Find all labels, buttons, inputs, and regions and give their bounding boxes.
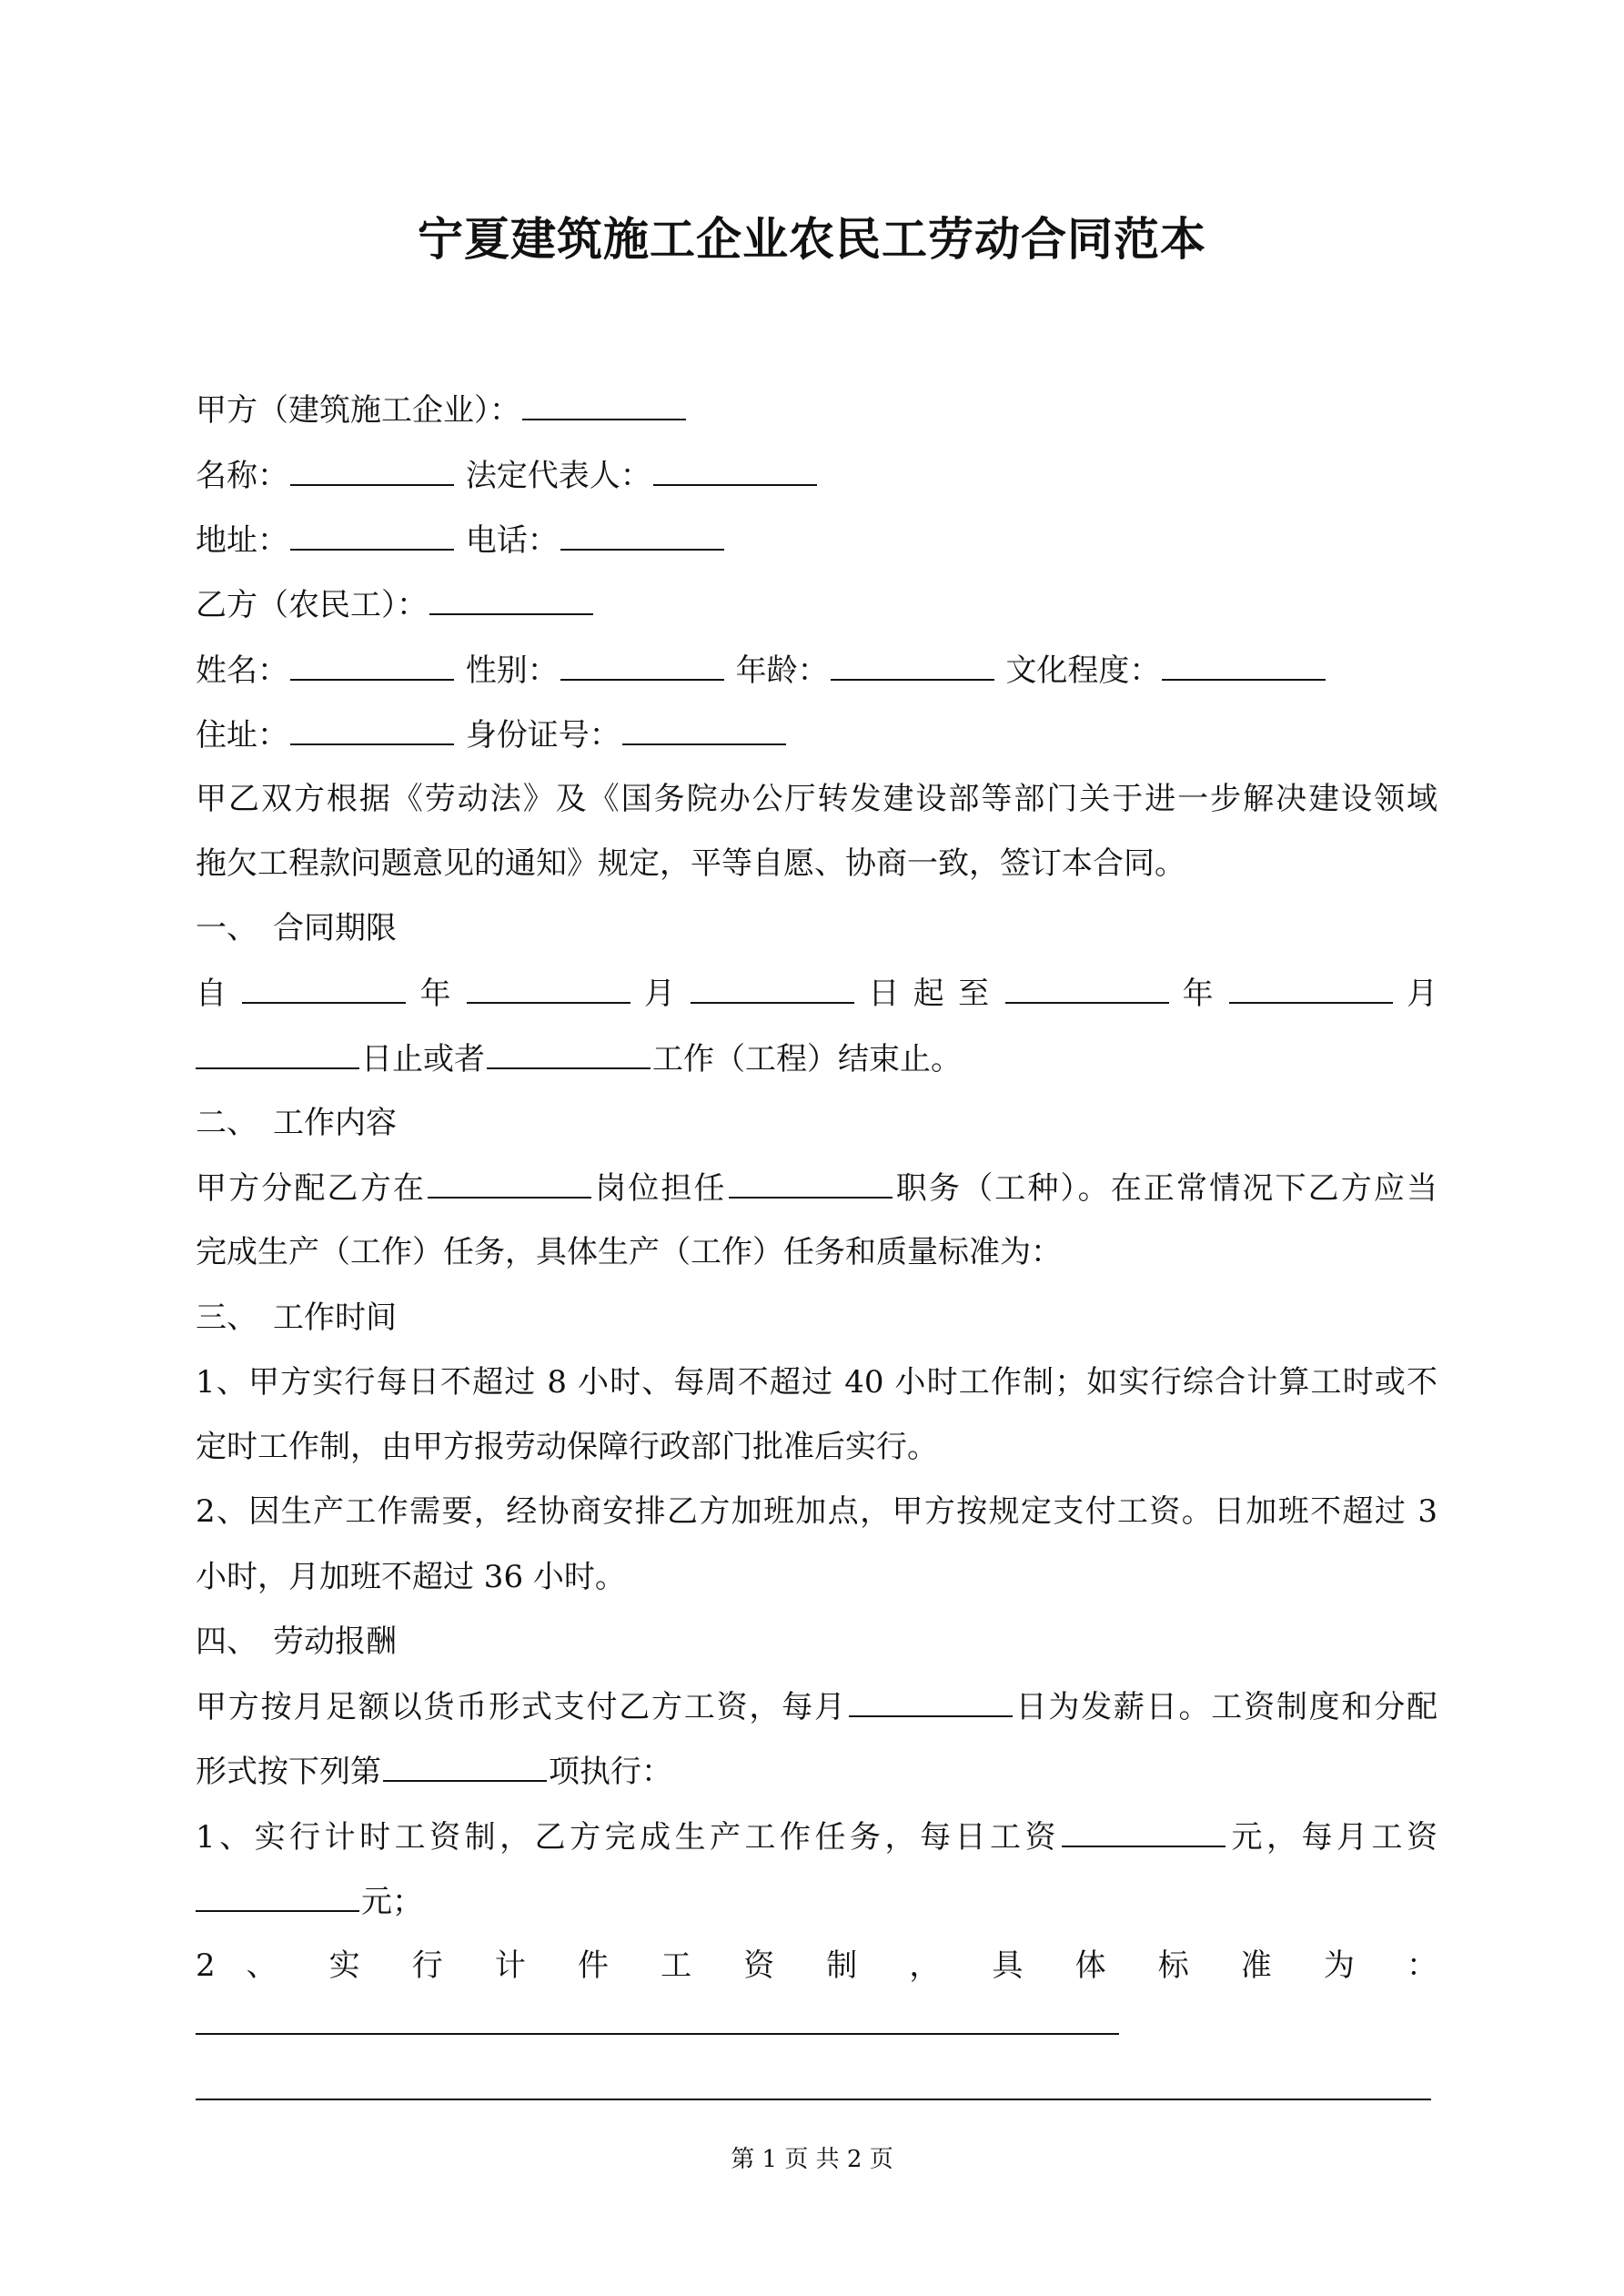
work-text-a: 甲方分配乙方在 — [196, 1170, 426, 1207]
term-end-year: 年 — [1182, 976, 1215, 1012]
age-blank — [831, 650, 994, 681]
pay-monthly-blank — [196, 1881, 359, 1912]
intro-line-2: 拖欠工程款问题意见的通知》规定，平等自愿、协商一致，签订本合同。 — [196, 845, 1185, 882]
term-year: 年 — [419, 976, 453, 1012]
section-2-title: 二、 工作内容 — [196, 1105, 397, 1141]
person-name-label: 姓名： — [196, 652, 288, 689]
id-label: 身份证号： — [465, 717, 620, 754]
term-from: 自 — [196, 976, 229, 1012]
work-text-c: 职务（工种）。在正常情况下乙方应当 — [893, 1170, 1438, 1207]
pay-daily-blank — [1062, 1816, 1226, 1847]
work-line-1 — [196, 1168, 1437, 1209]
address-label: 地址： — [196, 522, 288, 559]
name-line — [196, 455, 1437, 496]
term-line-2 — [196, 1038, 1437, 1079]
term-end-year-blank — [1005, 973, 1169, 1004]
section-1-title: 一、 合同期限 — [196, 910, 397, 946]
pay-option-blank — [383, 1751, 547, 1782]
document-title: 宁夏建筑施工企业农民工劳动合同范本 — [418, 212, 1206, 266]
pay-line-1 — [196, 1686, 1437, 1727]
pay-monthly-unit: 元； — [361, 1884, 423, 1920]
age-label: 年龄： — [735, 652, 829, 689]
fill-line-1 — [196, 2033, 1119, 2035]
pay-line-3 — [196, 1816, 1437, 1857]
name-label: 名称： — [196, 458, 288, 494]
pay-day-blank — [849, 1686, 1013, 1717]
education-label: 文化程度： — [1005, 652, 1161, 689]
section-3-title: 三、 工作时间 — [196, 1300, 397, 1336]
address-line — [196, 520, 1437, 561]
phone-label: 电话： — [465, 522, 559, 559]
term-end-day-blank — [196, 1038, 359, 1069]
phone-blank — [560, 520, 724, 551]
time-line-1b: 定时工作制，由甲方报劳动保障行政部门批准后实行。 — [196, 1429, 938, 1465]
term-project-blank — [487, 1038, 651, 1069]
term-end-or: 日止或者 — [361, 1041, 485, 1077]
residence-line — [196, 714, 1437, 755]
legal-rep-blank — [653, 455, 817, 486]
residence-blank — [290, 714, 454, 745]
pay-option-text-a: 形式按下列第 — [196, 1754, 381, 1790]
id-blank — [622, 714, 786, 745]
pay-line-4 — [196, 1881, 1437, 1922]
pay-line-2 — [196, 1751, 1437, 1792]
party-a-label: 甲方（建筑施工企业）： — [196, 392, 520, 429]
term-end-month-blank — [1229, 973, 1393, 1004]
fill-line-2 — [196, 2099, 1431, 2100]
gender-label: 性别： — [465, 652, 559, 689]
work-text-b: 岗位担任 — [592, 1170, 727, 1207]
party-b-label: 乙方（农民工）： — [196, 587, 428, 623]
time-line-2a: 2、因生产工作需要，经协商安排乙方加班加点，甲方按规定支付工资。日加班不超过 3 — [196, 1493, 1437, 1530]
intro-line-1: 甲乙双方根据《劳动法》及《国务院办公厅转发建设部等部门关于进一步解决建设领域 — [196, 781, 1437, 817]
party-a-line — [196, 389, 1437, 430]
pay-text-b: 日为发薪日。工资制度和分配 — [1014, 1689, 1438, 1725]
section-4-title: 四、 劳动报酬 — [196, 1623, 397, 1660]
term-month: 月 — [643, 976, 678, 1012]
legal-rep-label: 法定代表人： — [465, 458, 651, 494]
time-line-1a: 1、甲方实行每日不超过 8 小时、每周不超过 40 小时工作制；如实行综合计算工时或不 — [196, 1364, 1437, 1401]
page-number: 第 1 页 共 2 页 — [731, 2146, 893, 2173]
person-name-blank — [290, 650, 454, 681]
term-line-1 — [196, 973, 1437, 1014]
term-start-year-blank — [242, 973, 406, 1004]
work-duty-blank — [729, 1168, 893, 1199]
pay-hourly-text-b: 元，每月工资 — [1227, 1819, 1438, 1856]
pay-text-a: 甲方按月足额以货币形式支付乙方工资，每月 — [196, 1689, 847, 1725]
address-blank — [290, 520, 454, 551]
pay-line-5: 2 、 实 行 计 件 工 资 制 ， 具 体 标 准 为 ： — [196, 1947, 1437, 1984]
term-day-to: 日 起 至 — [868, 976, 992, 1012]
party-b-blank — [429, 584, 593, 615]
party-a-blank — [522, 389, 686, 420]
term-end-text: 工作（工程）结束止。 — [652, 1041, 962, 1077]
name-blank — [290, 455, 454, 486]
pay-option-text-b: 项执行： — [549, 1754, 672, 1790]
term-end-month: 月 — [1407, 976, 1438, 1012]
work-post-blank — [428, 1168, 591, 1199]
party-b-line — [196, 584, 1437, 625]
residence-label: 住址： — [196, 717, 288, 754]
pay-hourly-text-a: 1、实行计时工资制，乙方完成生产工作任务，每日工资 — [196, 1819, 1061, 1856]
gender-blank — [560, 650, 724, 681]
education-blank — [1162, 650, 1326, 681]
term-start-day-blank — [691, 973, 854, 1004]
work-line-2: 完成生产（工作）任务，具体生产（工作）任务和质量标准为： — [196, 1234, 1062, 1270]
time-line-2b: 小时，月加班不超过 36 小时。 — [196, 1559, 626, 1595]
person-info-line — [196, 650, 1437, 691]
term-start-month-blank — [467, 973, 630, 1004]
